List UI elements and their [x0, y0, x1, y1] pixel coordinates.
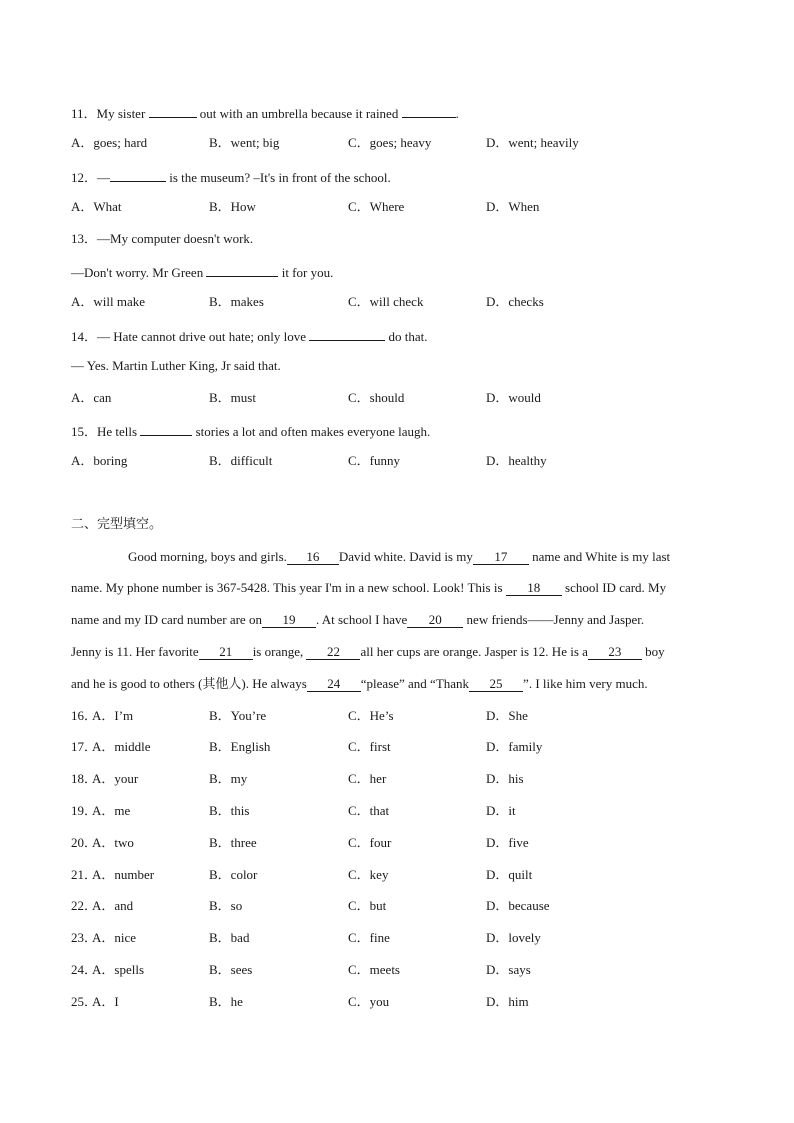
stem-text: it for you.	[281, 265, 334, 280]
answer-blank	[149, 103, 197, 118]
option-d: D．checks	[486, 294, 544, 309]
question-number: 13．	[71, 231, 98, 246]
cloze-option-c: C．but	[348, 898, 387, 913]
blank-21: 21	[199, 645, 253, 660]
blank-20: 20	[407, 613, 463, 628]
cloze-option-a: A．nice	[92, 930, 137, 945]
option-d: D．went; heavily	[486, 135, 579, 150]
passage-text: David white. David is my	[338, 549, 473, 564]
blank-18: 18	[506, 581, 562, 596]
stem-text: —Don't worry. Mr Green	[71, 265, 204, 280]
cloze-option-c: C．He’s	[348, 708, 394, 723]
question-11-stem	[71, 103, 459, 122]
passage-text: boy	[645, 644, 665, 659]
cloze-option-d: D．She	[486, 708, 528, 723]
cloze-option-b: B．bad	[209, 930, 250, 945]
stem-text: do that.	[388, 329, 428, 344]
cloze-question-number: 21．	[71, 867, 98, 882]
passage-text: is orange,	[252, 644, 304, 659]
option-c: C．Where	[348, 199, 405, 214]
cloze-option-d: D．quilt	[486, 867, 533, 882]
question-13-line2	[71, 262, 333, 281]
cloze-option-d: D．lovely	[486, 930, 541, 945]
blank-25: 25	[469, 677, 523, 692]
cloze-question-number: 19．	[71, 803, 98, 818]
cloze-option-d: D．five	[486, 835, 529, 850]
stem-text: .	[455, 106, 459, 121]
option-c: C．funny	[348, 453, 401, 468]
option-a: A．goes; hard	[71, 135, 148, 150]
cloze-question-number: 18．	[71, 771, 98, 786]
answer-blank	[110, 167, 166, 182]
answer-blank	[206, 262, 278, 277]
cloze-option-a: A．your	[92, 771, 139, 786]
option-b: B．went; big	[209, 135, 280, 150]
cloze-option-d: D．him	[486, 994, 529, 1009]
blank-16: 16	[287, 550, 339, 565]
question-14-stem	[71, 326, 428, 345]
option-d: D．When	[486, 199, 540, 214]
cloze-option-b: B．my	[209, 771, 248, 786]
cloze-question-number: 25．	[71, 994, 98, 1009]
cloze-option-b: B．three	[209, 835, 257, 850]
cloze-option-b: B．so	[209, 898, 243, 913]
cloze-option-b: B．You’re	[209, 708, 267, 723]
cloze-option-c: C．you	[348, 994, 390, 1009]
option-b: B．makes	[209, 294, 264, 309]
cloze-option-d: D．says	[486, 962, 531, 977]
option-d: D．would	[486, 390, 541, 405]
passage-text: “please” and “Thank	[360, 676, 470, 691]
cloze-question-number: 16．	[71, 708, 98, 723]
option-a: A．What	[71, 199, 122, 214]
blank-17: 17	[473, 550, 529, 565]
cloze-question-number: 23．	[71, 930, 98, 945]
blank-19: 19	[262, 613, 316, 628]
passage-line-5	[71, 676, 648, 692]
blank-23: 23	[588, 645, 642, 660]
option-c: C．will check	[348, 294, 424, 309]
question-13-stem	[71, 231, 253, 247]
question-number: 14．	[71, 329, 98, 344]
option-a: A．boring	[71, 453, 128, 468]
stem-text: out with an umbrella because it rained	[199, 106, 399, 121]
passage-text: school ID card. My	[565, 580, 667, 595]
blank-24: 24	[307, 677, 361, 692]
cloze-option-c: C．meets	[348, 962, 400, 977]
passage-line-1	[128, 549, 670, 565]
cloze-question-number: 20．	[71, 835, 98, 850]
passage-line-3	[71, 612, 644, 628]
question-number: 11．	[71, 106, 97, 121]
answer-blank	[402, 103, 456, 118]
cloze-question-number: 24．	[71, 962, 98, 977]
cloze-option-a: A．I	[92, 994, 119, 1009]
cloze-option-a: A．two	[92, 835, 134, 850]
option-a: A．will make	[71, 294, 146, 309]
cloze-option-d: D．because	[486, 898, 550, 913]
answer-blank	[140, 421, 192, 436]
passage-text: name and my ID card number are on	[71, 612, 262, 627]
passage-text: new friends——Jenny and Jasper.	[466, 612, 645, 627]
cloze-option-b: B．English	[209, 739, 271, 754]
passage-text: all her cups are orange. Jasper is 12. He is a	[360, 644, 588, 659]
passage-text: and he is good to others (其他人). He always	[71, 676, 307, 691]
stem-text: — Hate cannot drive out hate; only love	[97, 329, 307, 344]
cloze-option-a: A．spells	[92, 962, 145, 977]
passage-text: name and White is my last	[532, 549, 671, 564]
passage-text: Good morning, boys and girls.	[128, 549, 287, 564]
stem-text: stories a lot and often makes everyone laugh.	[195, 424, 431, 439]
option-d: D．healthy	[486, 453, 547, 468]
option-a: A．can	[71, 390, 112, 405]
question-number: 12．	[71, 170, 98, 185]
cloze-option-b: B．he	[209, 994, 243, 1009]
stem-text: —	[97, 170, 111, 185]
cloze-option-c: C．four	[348, 835, 392, 850]
passage-line-2	[71, 580, 666, 596]
stem-text: is the museum? –It's in front of the school.	[169, 170, 391, 185]
option-b: B．How	[209, 199, 256, 214]
passage-line-4	[71, 644, 665, 660]
stem-text: He tells	[97, 424, 138, 439]
cloze-option-b: B．sees	[209, 962, 253, 977]
cloze-option-c: C．key	[348, 867, 389, 882]
cloze-option-a: A．middle	[92, 739, 151, 754]
option-c: C．goes; heavy	[348, 135, 432, 150]
cloze-option-b: B．this	[209, 803, 250, 818]
question-15-stem	[71, 421, 430, 440]
passage-text: Jenny is 11. Her favorite	[71, 644, 199, 659]
stem-text: My sister	[96, 106, 146, 121]
section-title: 二、完型填空。	[71, 517, 163, 532]
passage-text: . At school I have	[315, 612, 408, 627]
cloze-option-a: A．number	[92, 867, 155, 882]
option-b: B．difficult	[209, 453, 273, 468]
question-14-line2	[71, 358, 281, 374]
option-c: C．should	[348, 390, 405, 405]
cloze-option-a: A．I’m	[92, 708, 134, 723]
cloze-option-c: C．first	[348, 739, 391, 754]
cloze-option-d: D．his	[486, 771, 524, 786]
stem-text: — Yes. Martin Luther King, Jr said that.	[71, 358, 281, 373]
cloze-option-a: A．me	[92, 803, 131, 818]
cloze-option-a: A．and	[92, 898, 134, 913]
stem-text: —My computer doesn't work.	[97, 231, 254, 246]
question-12-stem	[71, 167, 391, 186]
cloze-question-number: 22．	[71, 898, 98, 913]
cloze-option-b: B．color	[209, 867, 258, 882]
passage-text: ”. I like him very much.	[523, 676, 648, 691]
answer-blank	[309, 326, 385, 341]
cloze-option-c: C．that	[348, 803, 390, 818]
cloze-option-c: C．her	[348, 771, 387, 786]
passage-text: name. My phone number is 367-5428. This year I'm in a new school. Look! This is	[71, 580, 503, 595]
blank-22: 22	[306, 645, 360, 660]
option-b: B．must	[209, 390, 256, 405]
cloze-question-number: 17．	[71, 739, 98, 754]
question-number: 15．	[71, 424, 98, 439]
cloze-option-d: D．it	[486, 803, 516, 818]
cloze-option-d: D．family	[486, 739, 543, 754]
cloze-option-c: C．fine	[348, 930, 390, 945]
